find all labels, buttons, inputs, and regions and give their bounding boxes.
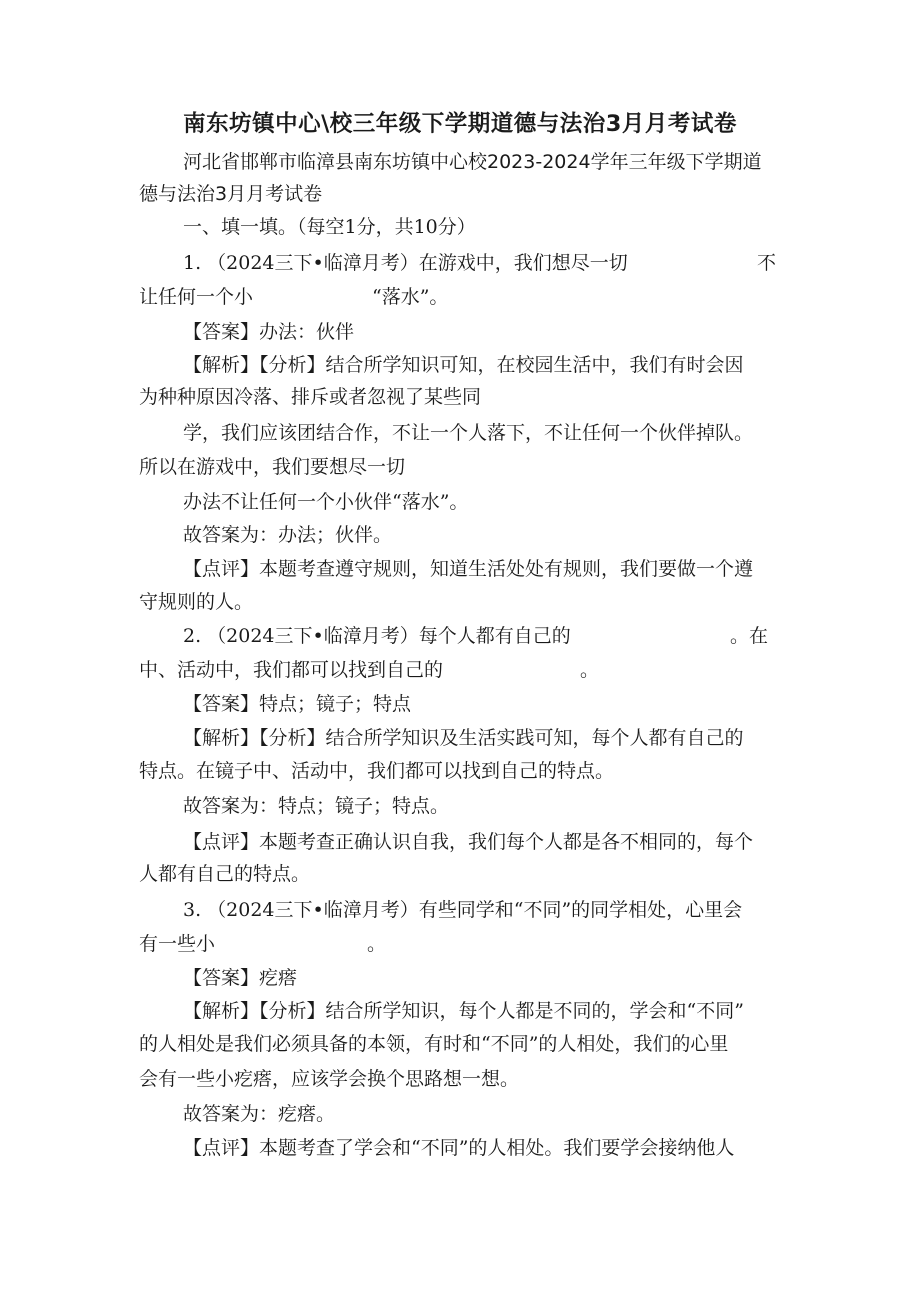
q1-analysis-line-4: 所以在游戏中，我们要想尽一切: [139, 456, 406, 478]
section-heading: 一、填一填。（每空1分，共10分）: [183, 216, 476, 238]
q1-conclusion: 故答案为：办法；伙伴。: [183, 524, 393, 546]
subtitle-line-1: 河北省邯郸市临漳县南东坊镇中心校2023-2024学年三年级下学期道: [183, 151, 762, 173]
q2-stem-line-1a: 2. （2024三下•临漳月考）每个人都有自己的: [183, 625, 571, 647]
q1-analysis-line-1: 【解析】【分析】结合所学知识可知，在校园生活中，我们有时会因: [183, 354, 744, 376]
subtitle-line-2: 德与法治3月月考试卷: [139, 183, 323, 205]
q1-stem-line-2a: 让任何一个小: [139, 286, 254, 308]
q2-conclusion: 故答案为：特点；镜子；特点。: [183, 795, 450, 817]
q1-stem-text: 1. （2024三下•临漳月考）在游戏中，我们想尽一切: [183, 252, 628, 274]
q3-analysis-line-2: 的人相处是我们必须具备的本领，有时和“不同”的人相处，我们的心里: [139, 1033, 729, 1055]
q2-analysis-line-2: 特点。在镜子中、活动中，我们都可以找到自己的特点。: [139, 760, 615, 782]
q2-stem-line-2b: 。: [580, 659, 600, 681]
q1-analysis-line-3: 学，我们应该团结合作，不让一个人落下，不让任何一个伙伴掉队。: [183, 422, 754, 444]
q3-stem-line-2b: 。: [367, 933, 387, 955]
q3-stem-line-2a: 有一些小: [139, 933, 216, 955]
q2-comment-line-1: 【点评】本题考查正确认识自我，我们每个人都是各不相同的，每个: [183, 831, 754, 853]
q2-stem-line-1b: 。在: [730, 625, 769, 647]
q2-comment-line-2: 人都有自己的特点。: [139, 863, 311, 885]
q1-stem-tail: 不: [757, 252, 777, 274]
q1-comment-line-2: 守规则的人。: [139, 591, 254, 613]
q2-stem-line-2a: 中、活动中，我们都可以找到自己的: [139, 659, 444, 681]
q1-answer: 【答案】办法：伙伴: [183, 321, 355, 343]
q1-analysis-line-5: 办法不让任何一个小伙伴“落水”。: [183, 491, 469, 513]
q2-answer: 【答案】特点；镜子；特点: [183, 693, 412, 715]
q1-stem-line-2b: “落水”。: [372, 286, 449, 308]
q1-analysis-line-2: 为种种原因冷落、排斥或者忽视了某些同: [139, 386, 482, 408]
document-title: 南东坊镇中心\校三年级下学期道德与法治3月月考试卷: [183, 111, 737, 137]
q1-comment-line-1: 【点评】本题考查遵守规则，知道生活处处有规则，我们要做一个遵: [183, 558, 754, 580]
q1-stem-line-1: [183, 249, 628, 277]
q3-conclusion: 故答案为：疙瘩。: [183, 1103, 336, 1125]
q3-stem-line-1: 3. （2024三下•临漳月考）有些同学和“不同”的同学相处，心里会: [183, 899, 743, 921]
q3-analysis-line-1: 【解析】【分析】结合所学知识，每个人都是不同的，学会和“不同”: [183, 1000, 744, 1022]
q3-comment-line-1: 【点评】本题考查了学会和“不同”的人相处。我们要学会接纳他人: [183, 1137, 735, 1159]
q3-analysis-line-3: 会有一些小疙瘩，应该学会换个思路想一想。: [139, 1068, 520, 1090]
q3-answer: 【答案】疙瘩: [183, 967, 298, 989]
q2-analysis-line-1: 【解析】【分析】结合所学知识及生活实践可知，每个人都有自己的: [183, 727, 744, 749]
